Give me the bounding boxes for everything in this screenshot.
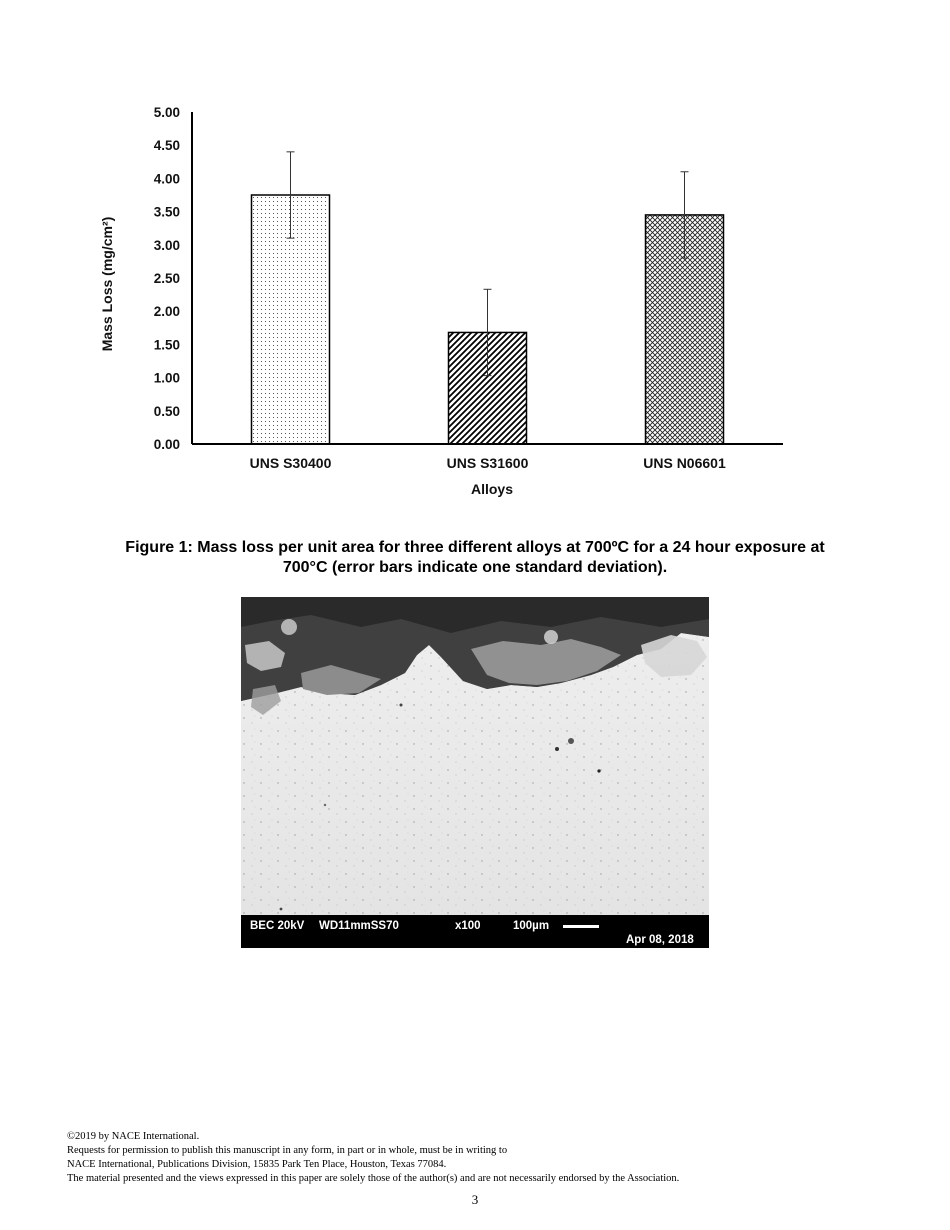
y-tick-label: 1.00	[153, 370, 180, 386]
caption-line-1: Figure 1: Mass loss per unit area for three different alloys at 700ºC for a 24 hour exposure at	[125, 539, 825, 556]
mass-loss-chart	[0, 0, 950, 510]
micrograph-info-bar	[241, 915, 709, 948]
y-tick-label: 2.50	[153, 271, 180, 286]
sem-micrograph	[241, 597, 709, 948]
x-tick-label: UNS S31600	[446, 455, 529, 471]
y-tick-label: 3.00	[153, 237, 180, 253]
footer-copyright: ©2019 by NACE International.	[67, 1131, 200, 1142]
micrograph-magnification: x100	[455, 920, 481, 932]
micrograph-scale-bar	[563, 925, 599, 928]
page-footer	[67, 1130, 887, 1186]
caption-line-2: 700°C (error bars indicate one standard deviation).	[282, 559, 668, 576]
y-tick-label: 5.00	[153, 105, 180, 120]
y-tick-label: 0.50	[153, 403, 180, 419]
micrograph-image	[241, 597, 709, 915]
y-tick-label: 0.00	[153, 437, 180, 452]
y-tick-label: 1.50	[153, 337, 180, 353]
y-axis-title: Mass Loss (mg/cm²)	[99, 216, 115, 352]
page-number: 3	[471, 1192, 479, 1207]
micrograph-working-distance: WD11mmSS70	[319, 920, 399, 932]
footer-disclaimer: The material presented and the views expressed in this paper are solely those of the author(s) and are not necessarily endorsed by the Association.	[67, 1173, 680, 1184]
footer-address: NACE International, Publications Division, 15835 Park Ten Place, Houston, Texas 77084.	[67, 1159, 447, 1170]
y-tick-label: 3.50	[153, 204, 180, 220]
x-axis-title: Alloys	[470, 481, 514, 497]
micrograph-mode: BEC 20kV	[250, 920, 305, 932]
x-tick-label: UNS S30400	[249, 455, 332, 471]
footer-permission: Requests for permission to publish this manuscript in any form, in part or in whole, must be in writing to	[67, 1145, 508, 1156]
y-tick-label: 2.00	[153, 304, 180, 320]
x-tick-label: UNS N06601	[643, 455, 726, 471]
figure-1-caption	[95, 538, 855, 578]
micrograph-scale-label: 100µm	[513, 920, 550, 932]
y-tick-label: 4.50	[153, 138, 180, 154]
y-tick-label: 4.00	[153, 171, 180, 187]
micrograph-date: Apr 08, 2018	[626, 934, 694, 946]
